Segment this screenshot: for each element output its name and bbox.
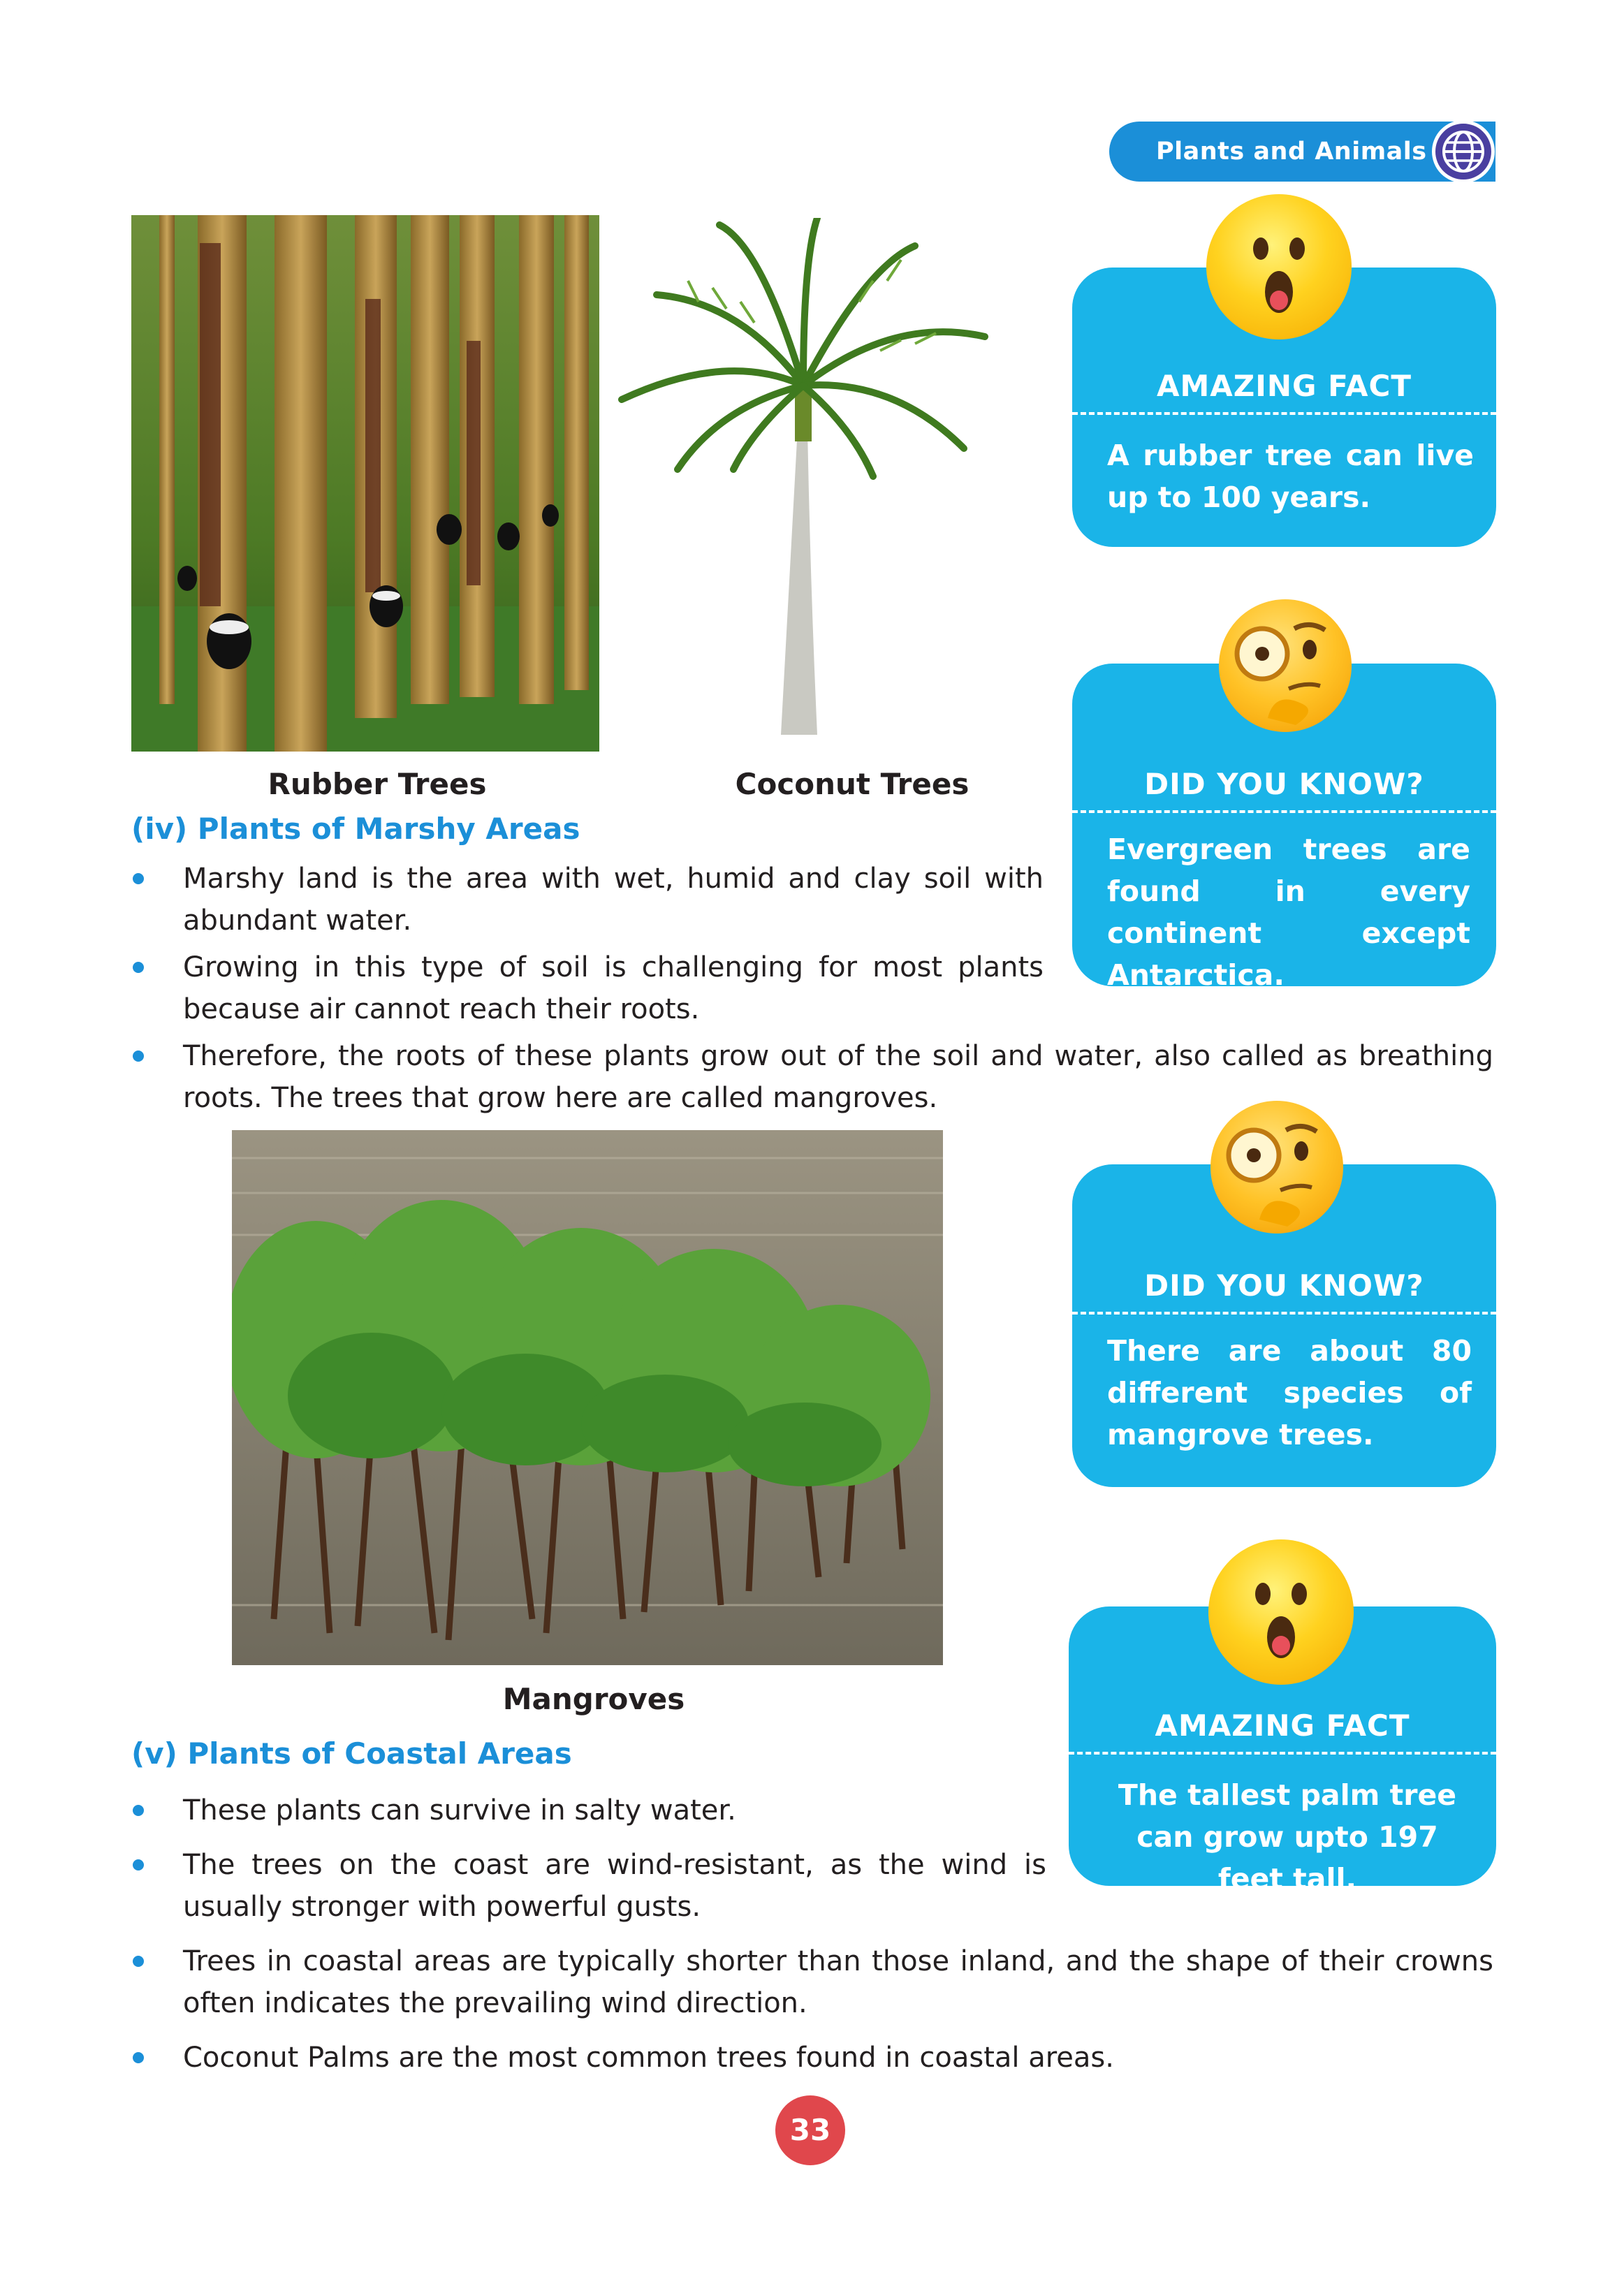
did-you-know-title: DID YOU KNOW? xyxy=(1144,1268,1424,1303)
dashed-divider xyxy=(1072,412,1496,415)
amazing-fact-title: AMAZING FACT xyxy=(1157,369,1412,403)
list-item: These plants can survive in salty water. xyxy=(183,1789,1044,1831)
coastal-areas-heading: (v) Plants of Coastal Areas xyxy=(131,1736,572,1771)
mangroves-caption: Mangroves xyxy=(502,1682,685,1716)
list-item: Coconut Palms are the most common trees found in coastal areas. xyxy=(183,2037,1493,2079)
bullet-icon xyxy=(133,1956,144,1967)
dashed-divider xyxy=(1072,810,1496,813)
rubber-trees-image xyxy=(131,215,599,752)
dashed-divider xyxy=(1069,1752,1496,1755)
bullet-icon xyxy=(133,962,144,973)
chapter-title: Plants and Animals xyxy=(1156,138,1427,166)
list-item: Therefore, the roots of these plants grow out of the soil and water, also called as breathing roots. The trees that grow here are called mangroves. xyxy=(183,1035,1493,1119)
did-you-know-title: DID YOU KNOW? xyxy=(1144,767,1424,801)
amazing-fact-title: AMAZING FACT xyxy=(1155,1708,1410,1743)
surprised-face-icon xyxy=(1206,194,1352,339)
surprised-face-icon xyxy=(1208,1539,1354,1685)
coconut-tree-image xyxy=(615,218,992,749)
list-item: The trees on the coast are wind-resistant, as the wind is usually stronger with powerful gusts. xyxy=(183,1844,1046,1928)
rubber-trees-caption: Rubber Trees xyxy=(268,767,487,801)
list-item: Marshy land is the area with wet, humid and clay soil with abundant water. xyxy=(183,858,1044,942)
bullet-icon xyxy=(133,873,144,884)
marshy-areas-heading: (iv) Plants of Marshy Areas xyxy=(131,812,580,846)
mangroves-image xyxy=(232,1130,943,1665)
did-you-know-text: Evergreen trees are found in every continent except Antarctica. xyxy=(1107,833,1470,992)
bullet-icon xyxy=(133,2052,144,2063)
coconut-trees-caption: Coconut Trees xyxy=(735,767,970,801)
thinking-face-icon xyxy=(1210,1101,1343,1233)
thinking-face-icon xyxy=(1219,599,1352,732)
list-item: Growing in this type of soil is challenging for most plants because air cannot reach their roots. xyxy=(183,946,1044,1030)
bullet-icon xyxy=(133,1051,144,1062)
page-number: 33 xyxy=(789,2113,831,2147)
dashed-divider xyxy=(1072,1312,1496,1315)
bullet-icon xyxy=(133,1805,144,1816)
amazing-fact-text: The tallest palm tree can grow upto 197 feet tall. xyxy=(1118,1778,1457,1896)
amazing-fact-text: A rubber tree can live up to 100 years. xyxy=(1107,439,1474,514)
did-you-know-text: There are about 80 different species of mangrove trees. xyxy=(1107,1334,1472,1451)
globe-icon xyxy=(1432,120,1495,183)
list-item: Trees in coastal areas are typically shorter than those inland, and the shape of their crowns often indicates the prevailing wind direction. xyxy=(183,1940,1493,2024)
bullet-icon xyxy=(133,1859,144,1871)
